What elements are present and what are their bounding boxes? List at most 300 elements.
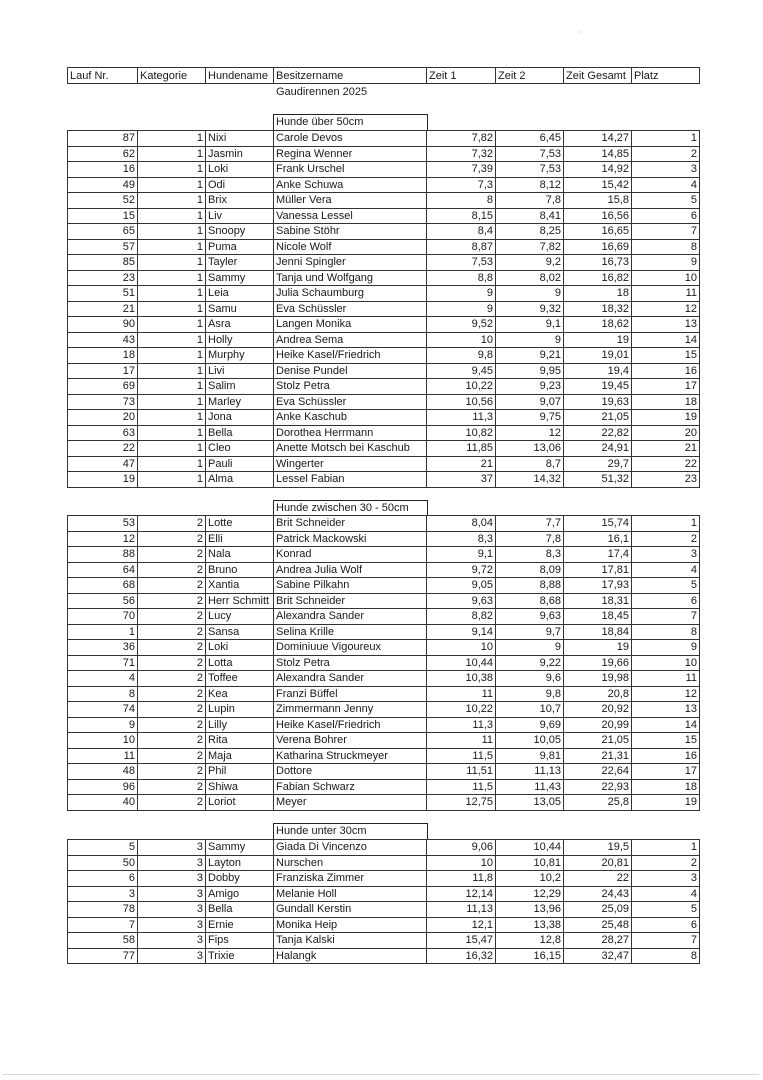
cell-zeit-2: 8,88 — [496, 578, 564, 594]
cell-lauf-nr: 58 — [68, 933, 138, 949]
table-row — [68, 671, 700, 687]
cell-kategorie: 1 — [138, 162, 206, 178]
cell-hundename: Holly — [206, 332, 274, 348]
cell-besitzername: Stolz Petra — [274, 655, 427, 671]
table-row — [68, 363, 700, 379]
cell-zeit-1: 11,3 — [427, 717, 496, 733]
cell-kategorie: 2 — [138, 609, 206, 625]
cell-platz: 9 — [632, 255, 700, 271]
cell-platz: 3 — [632, 162, 700, 178]
cell-zeit-2: 10,44 — [496, 840, 564, 856]
table-row — [68, 348, 700, 364]
cell-kategorie: 1 — [138, 456, 206, 472]
cell-platz: 6 — [632, 917, 700, 933]
cell-hundename: Layton — [206, 855, 274, 871]
cell-zeit-2: 7,8 — [496, 193, 564, 209]
cell-zeit-1: 9 — [427, 286, 496, 302]
cell-zeit-1: 12,1 — [427, 917, 496, 933]
cell-zeit-2: 10,81 — [496, 855, 564, 871]
cell-zeit-2: 9,22 — [496, 655, 564, 671]
cell-zeit-1: 10,38 — [427, 671, 496, 687]
cell-zeit-gesamt: 20,99 — [564, 717, 632, 733]
cell-hundename: Puma — [206, 239, 274, 255]
cell-platz: 14 — [632, 332, 700, 348]
table-row — [68, 855, 700, 871]
cell-zeit-gesamt: 21,31 — [564, 748, 632, 764]
cell-platz: 11 — [632, 286, 700, 302]
cell-zeit-2: 7,7 — [496, 516, 564, 532]
cell-hundename: Lotte — [206, 516, 274, 532]
cell-zeit-1: 9,14 — [427, 624, 496, 640]
cell-lauf-nr: 11 — [68, 748, 138, 764]
cell-hundename: Maja — [206, 748, 274, 764]
cell-besitzername: Dorothea Herrmann — [274, 425, 427, 441]
cell-besitzername: Julia Schaumburg — [274, 286, 427, 302]
results-table-30-50cm — [67, 515, 700, 811]
cell-zeit-1: 11,5 — [427, 779, 496, 795]
cell-hundename: Bella — [206, 902, 274, 918]
table-row — [68, 425, 700, 441]
cell-zeit-2: 11,13 — [496, 764, 564, 780]
header-lauf-nr: Lauf Nr. — [68, 68, 138, 84]
cell-zeit-2: 12 — [496, 425, 564, 441]
cell-zeit-2: 9,95 — [496, 363, 564, 379]
cell-platz: 16 — [632, 363, 700, 379]
header-zeit-gesamt: Zeit Gesamt — [564, 68, 632, 84]
cell-zeit-gesamt: 19,63 — [564, 394, 632, 410]
cell-zeit-gesamt: 19,66 — [564, 655, 632, 671]
cell-lauf-nr: 23 — [68, 270, 138, 286]
cell-zeit-gesamt: 16,69 — [564, 239, 632, 255]
cell-hundename: Fips — [206, 933, 274, 949]
cell-zeit-1: 11 — [427, 686, 496, 702]
cell-besitzername: Eva Schüssler — [274, 301, 427, 317]
cell-zeit-gesamt: 24,43 — [564, 886, 632, 902]
cell-zeit-1: 8,3 — [427, 531, 496, 547]
cell-besitzername: Zimmermann Jenny — [274, 702, 427, 718]
cell-besitzername: Vanessa Lessel — [274, 208, 427, 224]
cell-lauf-nr: 16 — [68, 162, 138, 178]
cell-hundename: Odi — [206, 177, 274, 193]
cell-hundename: Tayler — [206, 255, 274, 271]
cell-zeit-gesamt: 19,01 — [564, 348, 632, 364]
cell-besitzername: Anke Kaschub — [274, 410, 427, 426]
table-row — [68, 933, 700, 949]
cell-lauf-nr: 15 — [68, 208, 138, 224]
cell-kategorie: 1 — [138, 410, 206, 426]
cell-lauf-nr: 36 — [68, 640, 138, 656]
cell-zeit-1: 15,47 — [427, 933, 496, 949]
cell-besitzername: Halangk — [274, 948, 427, 964]
cell-zeit-2: 13,96 — [496, 902, 564, 918]
table-row — [68, 764, 700, 780]
cell-lauf-nr: 63 — [68, 425, 138, 441]
cell-zeit-1: 9,63 — [427, 593, 496, 609]
cell-zeit-1: 11,5 — [427, 748, 496, 764]
cell-platz: 10 — [632, 270, 700, 286]
cell-lauf-nr: 18 — [68, 348, 138, 364]
cell-kategorie: 1 — [138, 472, 206, 488]
cell-zeit-2: 9,69 — [496, 717, 564, 733]
cell-zeit-gesamt: 32,47 — [564, 948, 632, 964]
cell-platz: 7 — [632, 609, 700, 625]
cell-hundename: Nala — [206, 547, 274, 563]
cell-zeit-2: 9,1 — [496, 317, 564, 333]
cell-zeit-1: 8 — [427, 193, 496, 209]
cell-kategorie: 1 — [138, 224, 206, 240]
cell-hundename: Lupin — [206, 702, 274, 718]
cell-lauf-nr: 65 — [68, 224, 138, 240]
cell-lauf-nr: 43 — [68, 332, 138, 348]
cell-platz: 8 — [632, 948, 700, 964]
cell-zeit-2: 7,82 — [496, 239, 564, 255]
cell-lauf-nr: 87 — [68, 131, 138, 147]
cell-platz: 4 — [632, 562, 700, 578]
cell-lauf-nr: 53 — [68, 516, 138, 532]
cell-zeit-1: 11,3 — [427, 410, 496, 426]
cell-lauf-nr: 50 — [68, 855, 138, 871]
cell-besitzername: Katharina Struckmeyer — [274, 748, 427, 764]
cell-zeit-2: 9,75 — [496, 410, 564, 426]
cell-hundename: Loriot — [206, 795, 274, 811]
table-row — [68, 456, 700, 472]
cell-kategorie: 1 — [138, 332, 206, 348]
header-zeit-1: Zeit 1 — [427, 68, 496, 84]
cell-platz: 13 — [632, 702, 700, 718]
cell-zeit-gesamt: 25,8 — [564, 795, 632, 811]
cell-platz: 15 — [632, 733, 700, 749]
cell-hundename: Asra — [206, 317, 274, 333]
cell-lauf-nr: 7 — [68, 917, 138, 933]
cell-kategorie: 3 — [138, 855, 206, 871]
table-row — [68, 270, 700, 286]
cell-besitzername: Jenni Spingler — [274, 255, 427, 271]
cell-zeit-2: 8,25 — [496, 224, 564, 240]
cell-zeit-1: 10,22 — [427, 702, 496, 718]
table-row — [68, 871, 700, 887]
section-label-under-30cm: Hunde unter 30cm — [273, 823, 428, 839]
cell-kategorie: 3 — [138, 917, 206, 933]
scan-edge-line — [2, 1074, 759, 1075]
cell-besitzername: Regina Wenner — [274, 146, 427, 162]
cell-platz: 5 — [632, 902, 700, 918]
cell-zeit-gesamt: 15,8 — [564, 193, 632, 209]
cell-besitzername: Alexandra Sander — [274, 609, 427, 625]
cell-zeit-2: 9,2 — [496, 255, 564, 271]
cell-zeit-1: 8,04 — [427, 516, 496, 532]
cell-zeit-1: 11,85 — [427, 441, 496, 457]
table-row — [68, 795, 700, 811]
cell-platz: 9 — [632, 640, 700, 656]
cell-kategorie: 1 — [138, 255, 206, 271]
cell-zeit-1: 8,4 — [427, 224, 496, 240]
cell-hundename: Ernie — [206, 917, 274, 933]
cell-kategorie: 2 — [138, 562, 206, 578]
cell-zeit-1: 9,45 — [427, 363, 496, 379]
cell-lauf-nr: 64 — [68, 562, 138, 578]
table-row — [68, 593, 700, 609]
cell-kategorie: 2 — [138, 547, 206, 563]
table-row — [68, 578, 700, 594]
cell-besitzername: Fabian Schwarz — [274, 779, 427, 795]
cell-besitzername: Andrea Julia Wolf — [274, 562, 427, 578]
cell-platz: 18 — [632, 394, 700, 410]
cell-lauf-nr: 56 — [68, 593, 138, 609]
cell-platz: 1 — [632, 131, 700, 147]
cell-platz: 21 — [632, 441, 700, 457]
cell-kategorie: 1 — [138, 348, 206, 364]
cell-hundename: Toffee — [206, 671, 274, 687]
table-row — [68, 609, 700, 625]
cell-besitzername: Konrad — [274, 547, 427, 563]
cell-zeit-gesamt: 22,93 — [564, 779, 632, 795]
cell-lauf-nr: 51 — [68, 286, 138, 302]
cell-kategorie: 1 — [138, 131, 206, 147]
cell-zeit-2: 8,02 — [496, 270, 564, 286]
cell-platz: 12 — [632, 686, 700, 702]
cell-zeit-1: 7,3 — [427, 177, 496, 193]
cell-lauf-nr: 88 — [68, 547, 138, 563]
cell-lauf-nr: 6 — [68, 871, 138, 887]
cell-zeit-gesamt: 15,74 — [564, 516, 632, 532]
table-row — [68, 208, 700, 224]
cell-zeit-2: 13,06 — [496, 441, 564, 457]
cell-platz: 3 — [632, 871, 700, 887]
cell-zeit-1: 10,44 — [427, 655, 496, 671]
cell-besitzername: Tanja und Wolfgang — [274, 270, 427, 286]
cell-zeit-2: 10,05 — [496, 733, 564, 749]
cell-besitzername: Verena Bohrer — [274, 733, 427, 749]
cell-hundename: Rita — [206, 733, 274, 749]
cell-zeit-1: 8,15 — [427, 208, 496, 224]
cell-kategorie: 2 — [138, 578, 206, 594]
table-row — [68, 686, 700, 702]
cell-kategorie: 1 — [138, 379, 206, 395]
table-row — [68, 193, 700, 209]
table-row — [68, 410, 700, 426]
cell-zeit-1: 11 — [427, 733, 496, 749]
cell-zeit-1: 11,51 — [427, 764, 496, 780]
cell-zeit-gesamt: 20,8 — [564, 686, 632, 702]
cell-hundename: Shiwa — [206, 779, 274, 795]
cell-hundename: Kea — [206, 686, 274, 702]
cell-zeit-2: 7,8 — [496, 531, 564, 547]
cell-zeit-1: 10,82 — [427, 425, 496, 441]
cell-platz: 20 — [632, 425, 700, 441]
cell-zeit-gesamt: 18,31 — [564, 593, 632, 609]
cell-zeit-2: 13,38 — [496, 917, 564, 933]
cell-kategorie: 3 — [138, 933, 206, 949]
cell-zeit-1: 12,14 — [427, 886, 496, 902]
cell-platz: 19 — [632, 410, 700, 426]
cell-zeit-2: 9,8 — [496, 686, 564, 702]
cell-zeit-gesamt: 20,81 — [564, 855, 632, 871]
cell-lauf-nr: 73 — [68, 394, 138, 410]
cell-lauf-nr: 12 — [68, 531, 138, 547]
cell-lauf-nr: 4 — [68, 671, 138, 687]
cell-platz: 14 — [632, 717, 700, 733]
cell-zeit-1: 7,32 — [427, 146, 496, 162]
cell-zeit-2: 8,3 — [496, 547, 564, 563]
cell-zeit-2: 8,41 — [496, 208, 564, 224]
column-header-row — [68, 68, 700, 84]
cell-kategorie: 2 — [138, 686, 206, 702]
table-row — [68, 162, 700, 178]
header-platz: Platz — [632, 68, 700, 84]
cell-zeit-2: 7,53 — [496, 146, 564, 162]
cell-zeit-2: 9,23 — [496, 379, 564, 395]
cell-hundename: Lucy — [206, 609, 274, 625]
table-row — [68, 948, 700, 964]
cell-hundename: Liv — [206, 208, 274, 224]
cell-platz: 10 — [632, 655, 700, 671]
cell-kategorie: 2 — [138, 795, 206, 811]
cell-zeit-gesamt: 29,7 — [564, 456, 632, 472]
cell-zeit-2: 7,53 — [496, 162, 564, 178]
cell-zeit-gesamt: 18,62 — [564, 317, 632, 333]
table-row — [68, 748, 700, 764]
cell-lauf-nr: 17 — [68, 363, 138, 379]
cell-zeit-2: 11,43 — [496, 779, 564, 795]
cell-zeit-2: 9,21 — [496, 348, 564, 364]
cell-zeit-gesamt: 18,45 — [564, 609, 632, 625]
cell-platz: 11 — [632, 671, 700, 687]
table-row — [68, 562, 700, 578]
cell-besitzername: Sabine Pilkahn — [274, 578, 427, 594]
table-row — [68, 779, 700, 795]
cell-platz: 1 — [632, 840, 700, 856]
cell-hundename: Lotta — [206, 655, 274, 671]
cell-besitzername: Anette Motsch bei Kaschub — [274, 441, 427, 457]
cell-kategorie: 1 — [138, 239, 206, 255]
cell-besitzername: Anke Schuwa — [274, 177, 427, 193]
cell-platz: 18 — [632, 779, 700, 795]
cell-kategorie: 1 — [138, 441, 206, 457]
cell-zeit-gesamt: 22,64 — [564, 764, 632, 780]
cell-zeit-gesamt: 25,09 — [564, 902, 632, 918]
cell-kategorie: 1 — [138, 394, 206, 410]
cell-kategorie: 2 — [138, 779, 206, 795]
cell-platz: 2 — [632, 146, 700, 162]
cell-hundename: Snoopy — [206, 224, 274, 240]
cell-zeit-1: 37 — [427, 472, 496, 488]
cell-kategorie: 1 — [138, 270, 206, 286]
cell-zeit-gesamt: 19,98 — [564, 671, 632, 687]
cell-kategorie: 2 — [138, 531, 206, 547]
cell-kategorie: 2 — [138, 748, 206, 764]
cell-lauf-nr: 3 — [68, 886, 138, 902]
cell-kategorie: 2 — [138, 717, 206, 733]
cell-besitzername: Alexandra Sander — [274, 671, 427, 687]
cell-platz: 7 — [632, 224, 700, 240]
cell-zeit-2: 10,7 — [496, 702, 564, 718]
table-row — [68, 286, 700, 302]
cell-besitzername: Meyer — [274, 795, 427, 811]
cell-besitzername: Melanie Holl — [274, 886, 427, 902]
cell-lauf-nr: 57 — [68, 239, 138, 255]
cell-zeit-gesamt: 17,93 — [564, 578, 632, 594]
cell-besitzername: Heike Kasel/Friedrich — [274, 717, 427, 733]
cell-platz: 5 — [632, 193, 700, 209]
cell-hundename: Livi — [206, 363, 274, 379]
cell-zeit-gesamt: 19 — [564, 640, 632, 656]
cell-zeit-gesamt: 20,92 — [564, 702, 632, 718]
cell-kategorie: 1 — [138, 425, 206, 441]
cell-platz: 2 — [632, 855, 700, 871]
cell-kategorie: 1 — [138, 286, 206, 302]
table-row — [68, 301, 700, 317]
table-row — [68, 472, 700, 488]
cell-kategorie: 3 — [138, 840, 206, 856]
cell-zeit-1: 10 — [427, 640, 496, 656]
cell-zeit-1: 9,1 — [427, 547, 496, 563]
cell-besitzername: Franzi Büffel — [274, 686, 427, 702]
table-row — [68, 624, 700, 640]
cell-kategorie: 3 — [138, 871, 206, 887]
header-hundename: Hundename — [206, 68, 274, 84]
cell-zeit-gesamt: 18 — [564, 286, 632, 302]
table-row — [68, 733, 700, 749]
table-row — [68, 317, 700, 333]
cell-hundename: Cleo — [206, 441, 274, 457]
cell-lauf-nr: 77 — [68, 948, 138, 964]
cell-lauf-nr: 40 — [68, 795, 138, 811]
cell-platz: 1 — [632, 516, 700, 532]
cell-lauf-nr: 22 — [68, 441, 138, 457]
table-row — [68, 255, 700, 271]
cell-kategorie: 2 — [138, 516, 206, 532]
cell-hundename: Elli — [206, 531, 274, 547]
cell-zeit-2: 9,6 — [496, 671, 564, 687]
cell-besitzername: Patrick Mackowski — [274, 531, 427, 547]
table-row — [68, 332, 700, 348]
table-row — [68, 516, 700, 532]
cell-zeit-2: 14,32 — [496, 472, 564, 488]
cell-platz: 22 — [632, 456, 700, 472]
cell-hundename: Leia — [206, 286, 274, 302]
cell-zeit-1: 10,56 — [427, 394, 496, 410]
cell-besitzername: Sabine Stöhr — [274, 224, 427, 240]
cell-hundename: Samu — [206, 301, 274, 317]
results-table-over-50cm — [67, 130, 700, 488]
cell-kategorie: 1 — [138, 363, 206, 379]
cell-besitzername: Müller Vera — [274, 193, 427, 209]
cell-lauf-nr: 90 — [68, 317, 138, 333]
cell-hundename: Murphy — [206, 348, 274, 364]
cell-kategorie: 2 — [138, 702, 206, 718]
cell-zeit-gesamt: 14,27 — [564, 131, 632, 147]
cell-lauf-nr: 48 — [68, 764, 138, 780]
table-row — [68, 177, 700, 193]
cell-besitzername: Dottore — [274, 764, 427, 780]
cell-zeit-1: 9,72 — [427, 562, 496, 578]
header-zeit-2: Zeit 2 — [496, 68, 564, 84]
cell-besitzername: Brit Schneider — [274, 516, 427, 532]
cell-lauf-nr: 10 — [68, 733, 138, 749]
cell-zeit-1: 9,05 — [427, 578, 496, 594]
cell-besitzername: Monika Heip — [274, 917, 427, 933]
cell-hundename: Bruno — [206, 562, 274, 578]
cell-besitzername: Carole Devos — [274, 131, 427, 147]
cell-hundename: Jona — [206, 410, 274, 426]
cell-zeit-2: 8,7 — [496, 456, 564, 472]
cell-besitzername: Dominiuue Vigoureux — [274, 640, 427, 656]
cell-zeit-1: 7,53 — [427, 255, 496, 271]
cell-zeit-2: 9,07 — [496, 394, 564, 410]
table-row — [68, 394, 700, 410]
cell-kategorie: 3 — [138, 902, 206, 918]
cell-platz: 23 — [632, 472, 700, 488]
